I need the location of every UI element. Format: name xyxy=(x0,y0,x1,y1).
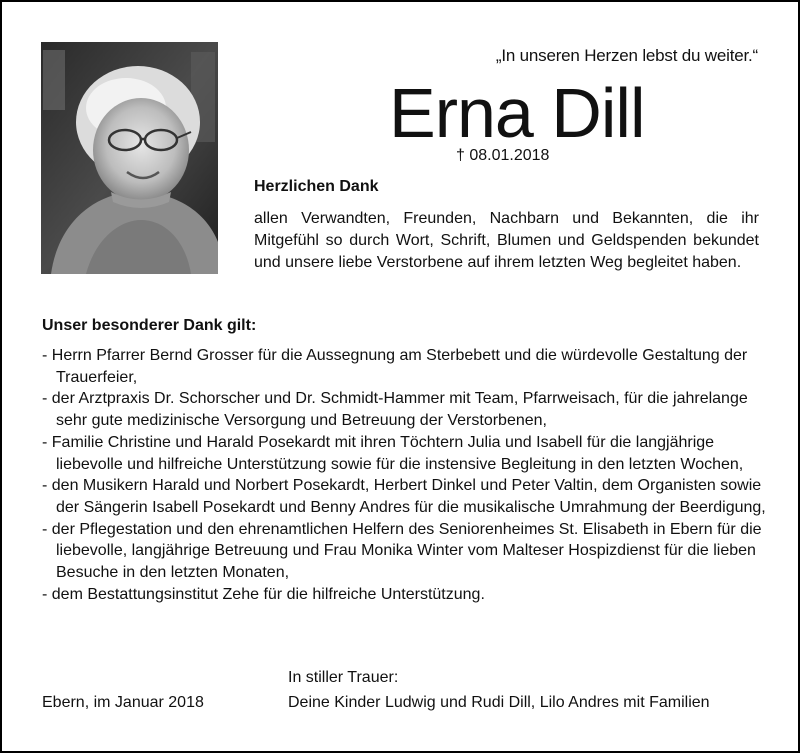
list-item: - Herrn Pfarrer Bernd Grosser für die Aussegnung am Sterbebett und die würdevolle Gestaltung der Trauerfeier, xyxy=(42,347,748,386)
special-thanks-heading: Unser besonderer Dank gilt: xyxy=(42,317,257,334)
list-item: - der Pflegestation und den ehrenamtlichen Helfern des Seniorenheimes St. Elisabeth in Ebern für die liebevolle, langjährige Betreuung und Frau Monika Winter vom Malteser Hospizdienst für die lieben Besuche in den letzten Monaten, xyxy=(42,520,762,582)
special-thanks-list xyxy=(42,345,767,605)
list-item: - dem Bestattungsinstitut Zehe für die hilfreiche Unterstützung. xyxy=(42,585,485,603)
list-item: - der Arztpraxis Dr. Schorscher und Dr. Schmidt-Hammer mit Team, Pfarrweisach, für die jahrelange sehr gute medizinische Versorgung und Betreuung der Verstorbenen, xyxy=(42,390,748,430)
quote-text: „In unseren Herzen lebst du weiter.“ xyxy=(495,46,758,65)
mourning-label: In stiller Trauer: xyxy=(288,669,399,686)
thanks-paragraph: allen Verwandten, Freunden, Nachbarn und Bekannten, die ihr Mitgefühl so durch Wort, Schrift, Blumen und Geldspenden bekundet und unsere liebe Verstorbene auf ihrem letzten Weg begleitet haben. xyxy=(254,210,759,271)
list-item: - Familie Christine und Harald Posekardt mit ihren Töchtern Julia und Isabell für die langjährige liebevolle und hilfreiche Unterstützung sowie für die instensive Begleitung in den letzten Wochen, xyxy=(42,433,744,473)
mourners-signature: Deine Kinder Ludwig und Rudi Dill, Lilo Andres mit Familien xyxy=(288,694,710,711)
place-date: Ebern, im Januar 2018 xyxy=(42,694,204,711)
portrait-image xyxy=(41,42,218,274)
thanks-heading: Herzlichen Dank xyxy=(254,178,379,195)
portrait-photo xyxy=(41,42,218,274)
death-date: † 08.01.2018 xyxy=(456,147,550,164)
list-item: - den Musikern Harald und Norbert Posekardt, Herbert Dinkel und Peter Valtin, dem Organisten sowie der Sängerin Isabell Posekardt und Benny Andres für die musikalische Umrahmung der Beerdigung, xyxy=(42,477,766,516)
deceased-name: Erna Dill xyxy=(389,74,645,152)
